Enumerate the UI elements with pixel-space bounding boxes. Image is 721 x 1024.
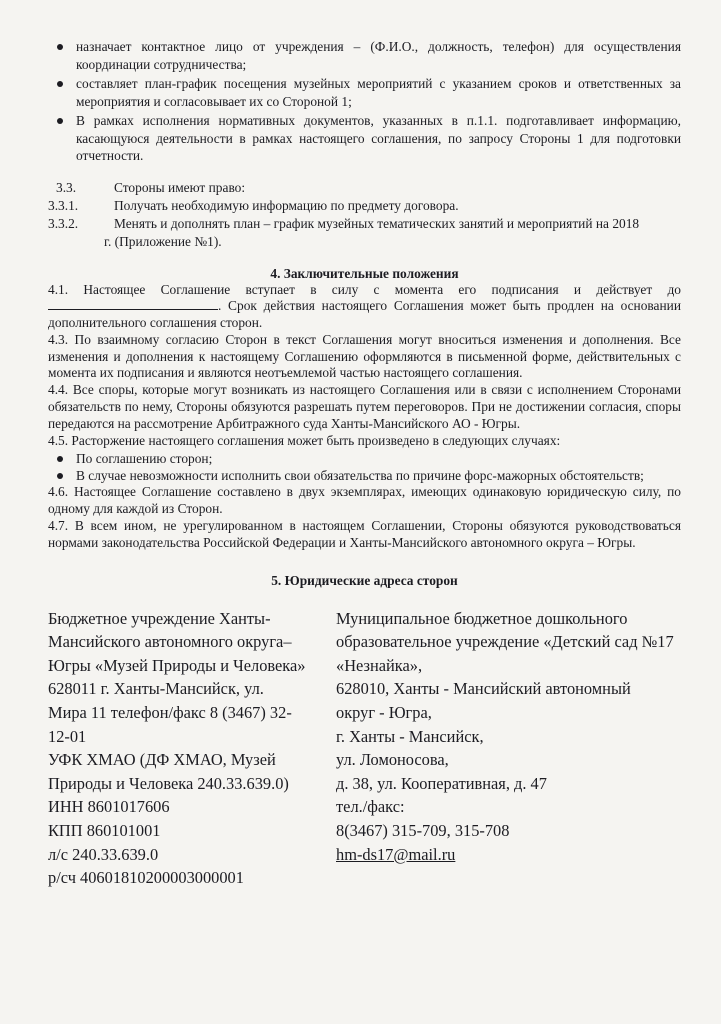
paragraph-text: 4.1. Настоящее Соглашение вступает в силу с момента его подписания и действует до <box>48 281 681 297</box>
blank-date-line <box>48 299 218 310</box>
address-line: округ - Югра, <box>336 703 432 723</box>
bullet-icon <box>57 118 63 124</box>
address-line: КПП 860101001 <box>48 821 161 840</box>
address-line: ул. Ломоносова, <box>336 750 449 770</box>
address-line: р/сч 40601810200003000001 <box>48 868 244 888</box>
address-line: «Незнайка», <box>336 655 423 675</box>
rights-section <box>48 179 681 251</box>
section-4-title: 4. Заключительные положения <box>270 265 459 281</box>
address-line: 12-01 <box>48 726 87 746</box>
list-item-text: назначает контактное лицо от учреждения – (Ф.И.О., должность, телефон) для осуществления координации сотрудничества; <box>76 39 681 72</box>
paragraph-4-6: 4.6. Настоящее Соглашение составлено в двух экземплярах, имеющих одинаковую юридическую силу, по одному для каждой из Сторон. <box>48 484 681 517</box>
address-line: Югры «Музей Природы и Человека» <box>48 655 306 675</box>
list-item <box>48 450 681 467</box>
paragraph-4-5: 4.5. Расторжение настоящего соглашения может быть произведено в следующих случаях: <box>48 432 561 448</box>
clause-text: Стороны имеют право: <box>114 179 246 195</box>
bullet-icon <box>57 44 63 50</box>
address-line: г. Ханты - Мансийск, <box>336 726 484 746</box>
address-line: Природы и Человека 240.33.639.0) <box>48 773 289 793</box>
bullet-icon <box>57 473 63 479</box>
addresses <box>48 607 681 890</box>
address-line: Муниципальное бюджетное дошкольного <box>336 608 628 628</box>
list-item <box>48 467 681 484</box>
clause-text: Менять и дополнять план – график музейных тематических занятий и мероприятий на 2018 <box>114 215 640 231</box>
bullet-icon <box>57 456 63 462</box>
paragraph-4-3: 4.3. По взаимному согласию Сторон в текст Соглашения могут вноситься изменения и дополнения. Все изменения и дополнения к настоящему Соглашению оформляются в письменной форме, действительных с момента их подписания и являются неотъемлемой частью настоящего соглашения. <box>48 331 681 381</box>
list-item-text: По соглашению сторон; <box>76 451 213 467</box>
obligations-list <box>48 38 681 165</box>
paragraph-4-7: 4.7. В всем ином, не урегулированном в настоящем Соглашении, Стороны обязуются руководствоваться нормами законодательства Российской Федерации и Ханты-Мансийского автономного округа – Югры. <box>48 518 681 550</box>
address-line: тел./факс: <box>336 797 405 817</box>
address-line: Мира 11 телефон/факс 8 (3467) 32- <box>48 703 292 723</box>
party-1-address <box>48 607 331 890</box>
address-line: л/с 240.33.639.0 <box>48 844 159 864</box>
paragraph-4-4: 4.4. Все споры, которые могут возникать из настоящего Соглашения или в связи с исполнением Сторонами обязательств по нему, Стороны обязуются разрешать путем переговоров. При не достижении согласия, споры передаются на рассмотрение Арбитражного суда Ханты-Мансийского АО - Югры. <box>48 382 681 431</box>
address-line: Мансийского автономного округа– <box>48 632 292 652</box>
list-item-text: В случае невозможности исполнить свои обязательства по причине форс-мажорных обстоятельств; <box>76 468 644 484</box>
clause-number: 3.3. <box>56 179 77 195</box>
address-line: д. 38, ул. Кооперативная, д. 47 <box>336 773 547 793</box>
paragraph-text: . Срок действия настоящего Соглашения может быть продлен на основании дополнительного соглашения сторон. <box>48 298 681 331</box>
address-line: УФК ХМАО (ДФ ХМАО, Музей <box>48 750 276 770</box>
address-line: Бюджетное учреждение Ханты- <box>48 608 271 628</box>
address-line: ИНН 8601017606 <box>48 797 170 817</box>
email-link[interactable]: hm-ds17@mail.ru <box>336 844 456 864</box>
termination-cases-list <box>48 450 681 484</box>
address-line: 628011 г. Ханты-Мансийск, ул. <box>48 679 264 699</box>
paragraph-4-1 <box>48 282 681 332</box>
section-5-title: 5. Юридические адреса сторон <box>271 572 458 588</box>
list-item <box>48 75 681 110</box>
bullet-icon <box>57 81 63 87</box>
list-item <box>48 112 681 165</box>
list-item <box>48 38 681 73</box>
clause-text: Получать необходимую информацию по предмету договора. <box>114 197 459 213</box>
clause-number: 3.3.2. <box>48 215 79 231</box>
clause-continuation: г. (Приложение №1). <box>104 233 222 249</box>
address-line: 8(3467) 315-709, 315-708 <box>336 821 510 840</box>
address-line: 628010, Ханты - Мансийский автономный <box>336 679 631 699</box>
address-line: образовательное учреждение «Детский сад №17 <box>336 632 674 652</box>
clause-number: 3.3.1. <box>48 197 79 213</box>
list-item-text: В рамках исполнения нормативных документов, указанных в п.1.1. подготавливает информацию, касающуюся деятельности в рамках настоящего соглашения, по запросу Стороны 1 для подготовки отчетности. <box>76 113 681 163</box>
list-item-text: составляет план-график посещения музейных мероприятий с указанием сроков и ответственных за мероприятия и согласовывает их со Стороной 1; <box>76 76 681 109</box>
party-2-address <box>336 607 676 890</box>
